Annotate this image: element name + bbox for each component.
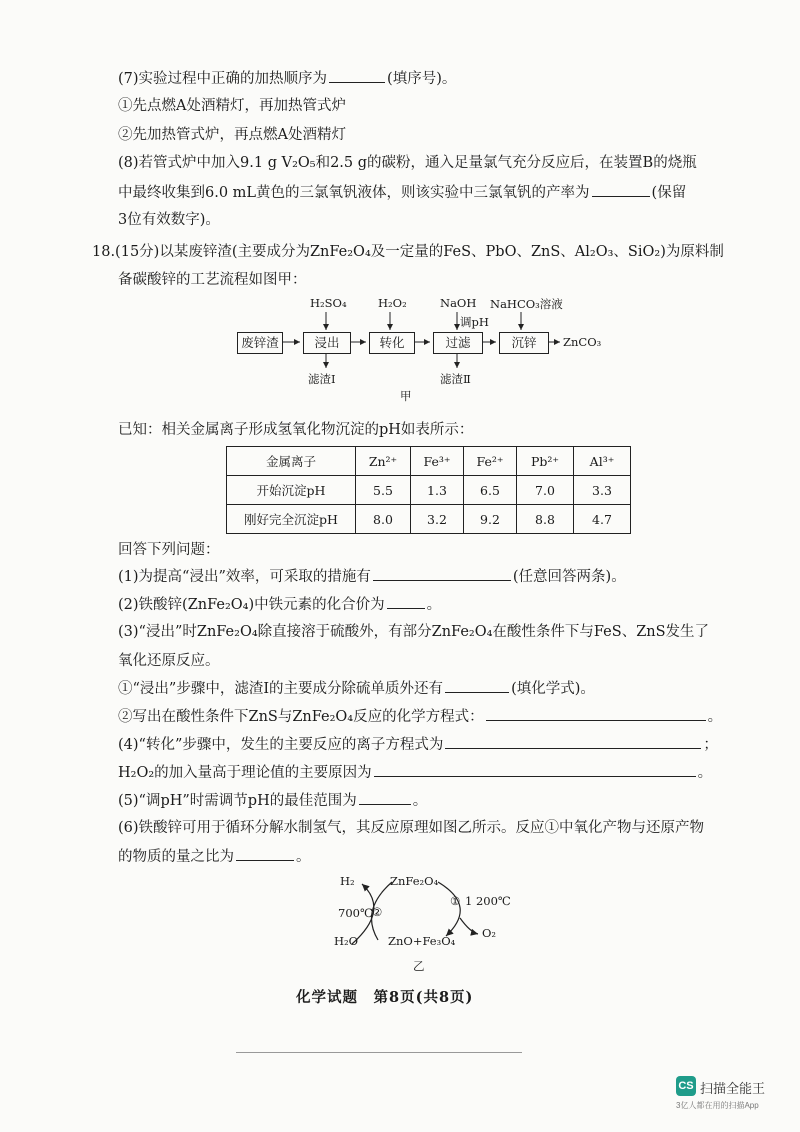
flow-box-filter: 过滤	[433, 332, 483, 354]
table-header: 金属离子	[227, 447, 356, 476]
q17-part7-text: (7)实验过程中正确的加热顺序为	[118, 71, 328, 87]
q17-part8-text: 中最终收集到6.0 mL黄色的三氯氧钒液体，则该实验中三氯氧钒的产率为	[118, 185, 590, 201]
cycle-temp-1200: 1 200℃	[465, 894, 511, 908]
sub4-2-end: 。	[697, 765, 713, 781]
sub3-1-text: ①“浸出”步骤中，滤渣Ⅰ的主要成分除硫单质外还有	[118, 681, 444, 697]
cycle-reaction-1: ①	[450, 894, 461, 908]
cycle-caption: 乙	[413, 959, 425, 973]
table-cell: 7.0	[517, 476, 574, 505]
flow-caption: 甲	[400, 389, 412, 403]
flow-adjust-ph: 调pH	[460, 315, 489, 329]
table-cell: 5.5	[356, 476, 411, 505]
table-cell: 1.3	[411, 476, 464, 505]
q17-part8-note: (保留	[651, 185, 687, 201]
q17-option1: ①先点燃A处酒精灯，再加热管式炉	[118, 98, 346, 114]
cycle-h2: H₂	[340, 874, 355, 888]
flow-box-convert: 转化	[369, 332, 415, 354]
flow-residue2: 滤渣Ⅱ	[440, 372, 471, 386]
cycle-reaction-2: ②	[372, 905, 383, 919]
table-cell: 3.2	[411, 505, 464, 534]
sub4-2-text: H₂O₂的加入量高于理论值的主要原因为	[118, 765, 372, 781]
flow-box-start: 废锌渣	[237, 332, 283, 354]
flow-reagent-h2so4: H₂SO₄	[310, 296, 347, 310]
cycle-o2: O₂	[482, 926, 497, 940]
sub2-end: 。	[426, 597, 442, 613]
flow-product: ZnCO₃	[563, 335, 602, 349]
cycle-h2o: H₂O	[334, 934, 359, 948]
camscanner-name: 扫描全能王	[700, 1081, 766, 1096]
q18-intro-line1: 18.(15分)以某废锌渣(主要成分为ZnFe₂O₄及一定量的FeS、PbO、ZnS、Al₂O₃、SiO₂)为原料制	[92, 244, 724, 260]
sub3-2-end: 。	[707, 709, 723, 725]
q18-intro-line2: 备碳酸锌的工艺流程如图甲：	[118, 272, 307, 288]
table-cell: 4.7	[574, 505, 631, 534]
cycle-products: ZnO+Fe₃O₄	[388, 934, 456, 948]
sub4-end: ；	[703, 737, 718, 753]
q17-option2: ②先加热管式炉，再点燃A处酒精灯	[118, 127, 346, 143]
q17-part8-line1: (8)若管式炉中加入9.1 g V₂O₅和2.5 g的碳粉，通入足量氯气充分反应后，在装置B的烧瓶	[118, 155, 697, 171]
sub3-1-end: (填化学式)。	[511, 681, 595, 697]
flow-reagent-h2o2: H₂O₂	[378, 296, 407, 310]
scan-line	[236, 1052, 522, 1053]
flow-residue1: 滤渣Ⅰ	[308, 372, 336, 386]
q17-part7-end: (填序号)。	[387, 71, 457, 87]
table-cell: 8.0	[356, 505, 411, 534]
sub3-2-text: ②写出在酸性条件下ZnS与ZnFe₂O₄反应的化学方程式：	[118, 709, 484, 725]
sub6-end: 。	[296, 849, 311, 865]
table-header: Zn²⁺	[356, 447, 411, 476]
table-header: Fe³⁺	[411, 447, 464, 476]
q18-sub6-line1: (6)铁酸锌可用于循环分解水制氢气，其反应原理如图乙所示。反应①中氧化产物与还原产物	[118, 820, 705, 836]
q18-sub3-line1: (3)“浸出”时ZnFe₂O₄除直接溶于硫酸外，有部分ZnFe₂O₄在酸性条件下与FeS、ZnS发生了	[118, 624, 710, 640]
q17-part8-line3: 3位有效数字)。	[118, 212, 220, 228]
table-header: Al³⁺	[574, 447, 631, 476]
flow-reagent-nahco3: NaHCO₃溶液	[490, 297, 563, 311]
sub6-text: 的物质的量之比为	[118, 849, 234, 865]
q18-sub3-line2: 氧化还原反应。	[118, 653, 220, 669]
page-footer: 化学试题 第8页(共8页)	[296, 989, 474, 1006]
flow-box-leach: 浸出	[303, 332, 351, 354]
cycle-temp-700: 700℃	[338, 906, 373, 920]
sub1-end: (任意回答两条)。	[512, 569, 626, 585]
camscanner-logo: CS	[676, 1076, 696, 1096]
table-cell: 9.2	[464, 505, 517, 534]
table-cell: 开始沉淀pH	[227, 476, 356, 505]
sub5-end: 。	[412, 793, 428, 809]
known-condition: 已知：相关金属离子形成氢氧化物沉淀的pH如表所示：	[118, 422, 474, 438]
sub2-text: (2)铁酸锌(ZnFe₂O₄)中铁元素的化合价为	[118, 597, 385, 613]
flow-box-precip: 沉锌	[499, 332, 549, 354]
sub1-text: (1)为提高“浸出”效率，可采取的措施有	[118, 569, 371, 585]
flow-reagent-naoh: NaOH	[440, 296, 477, 310]
table-header: Fe²⁺	[464, 447, 517, 476]
answer-prompt: 回答下列问题：	[118, 542, 220, 558]
sub4-text: (4)“转化”步骤中，发生的主要反应的离子方程式为	[118, 737, 444, 753]
camscanner-tagline: 3亿人都在用的扫描App	[676, 1101, 759, 1110]
table-header: Pb²⁺	[517, 447, 574, 476]
cycle-znfe2o4: ZnFe₂O₄	[390, 874, 439, 888]
table-cell: 刚好完全沉淀pH	[227, 505, 356, 534]
table-cell: 6.5	[464, 476, 517, 505]
sub5-text: (5)“调pH”时需调节pH的最佳范围为	[118, 793, 357, 809]
table-cell: 8.8	[517, 505, 574, 534]
table-cell: 3.3	[574, 476, 631, 505]
